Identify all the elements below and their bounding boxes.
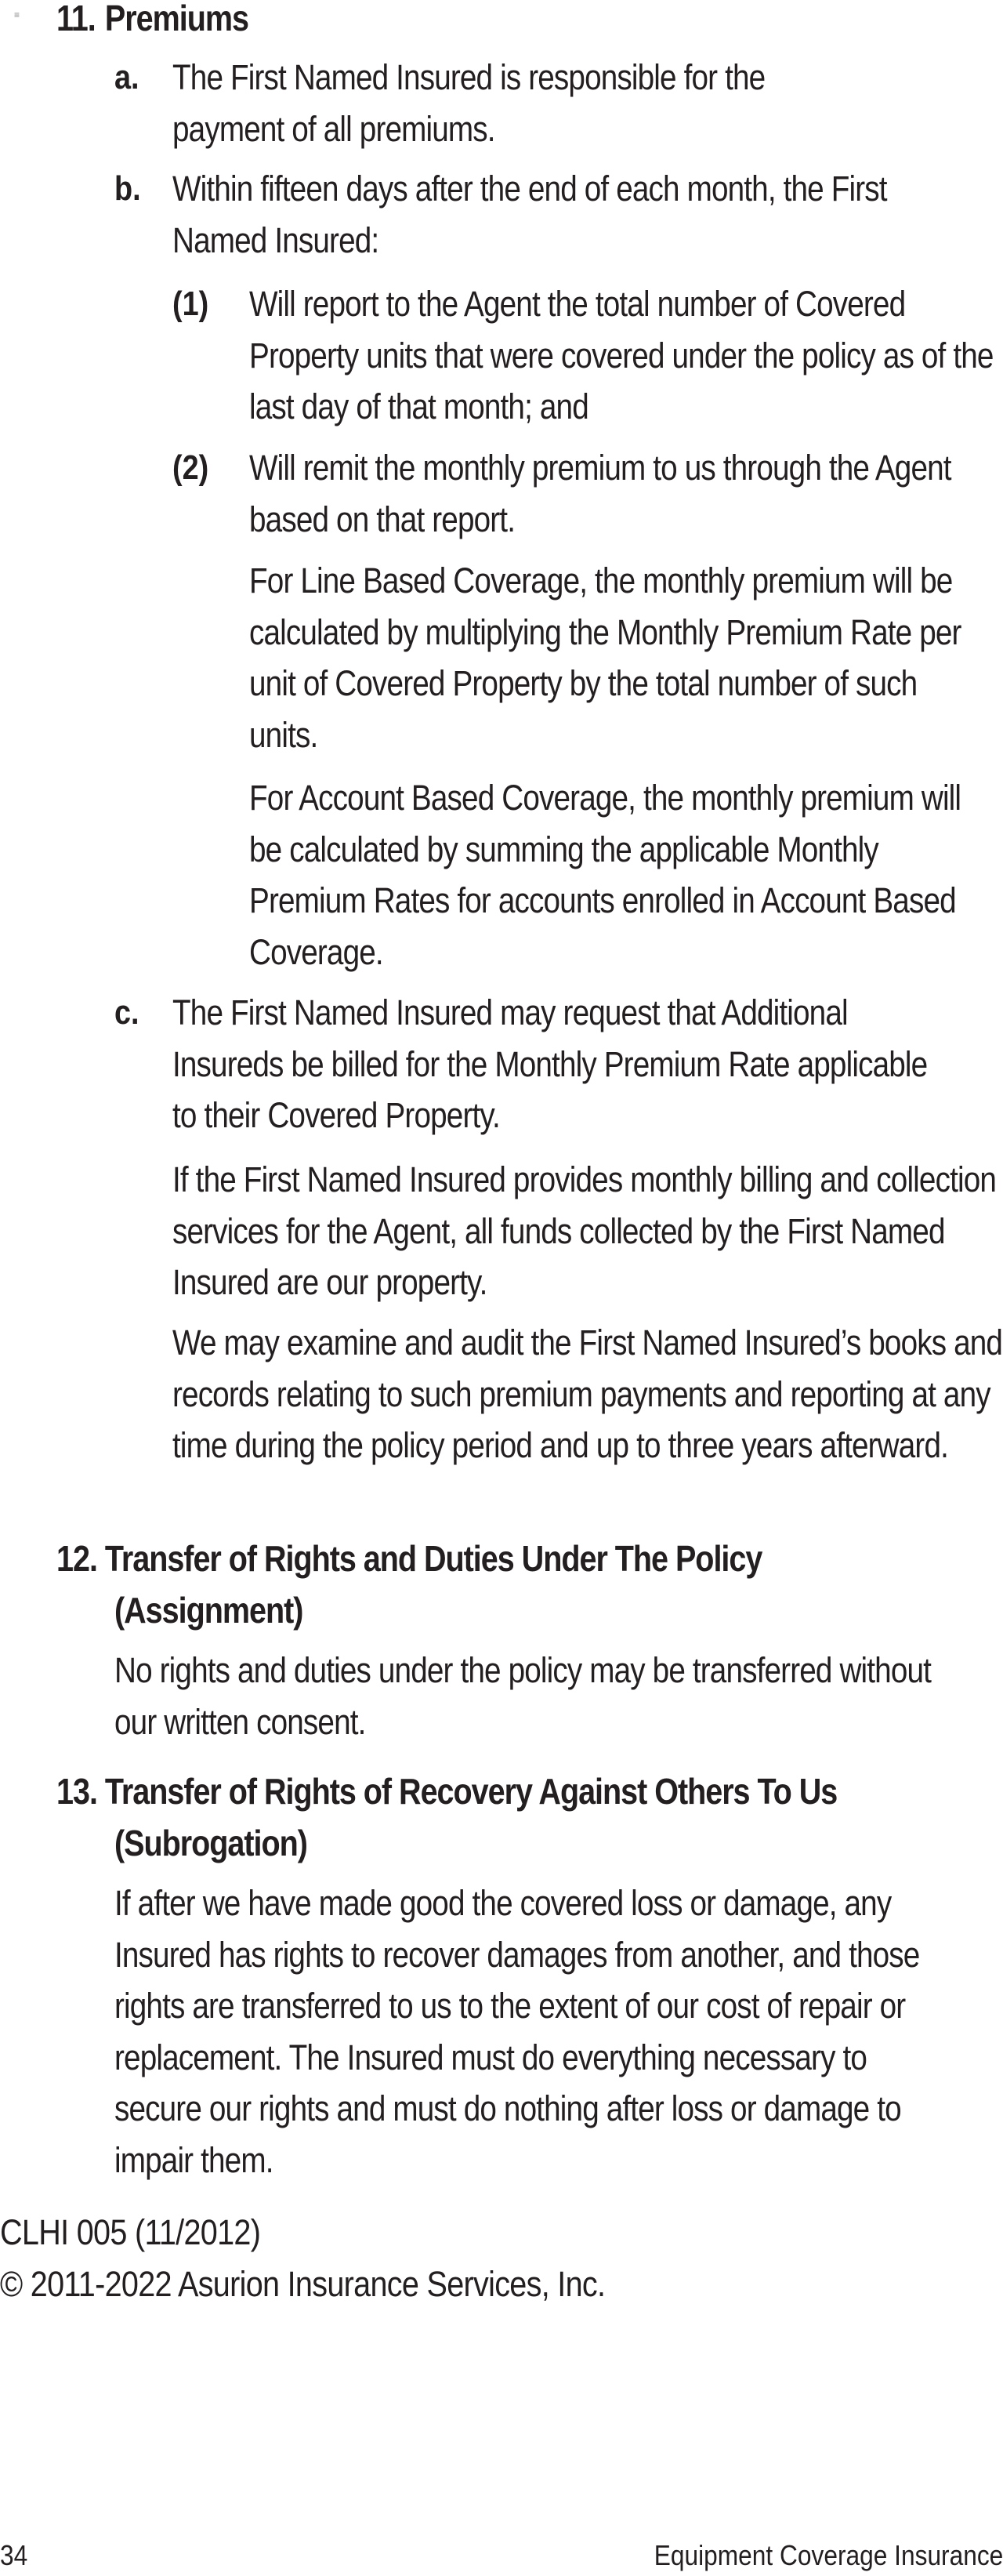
- document-title: Equipment Coverage Insurance: [654, 2539, 1003, 2571]
- section-12-number: 12.: [56, 1538, 97, 1579]
- item-b-text: Within fifteen days after the end of each month, the First Named Insured:: [172, 169, 887, 260]
- section-11-heading: [56, 0, 248, 44]
- section-13-text: If after we have made good the covered loss or damage, any Insured has rights to recover damages from another, and those rights are transferred to us to the extent of our cost of repair or replacement. The Insured must do everything necessary to secure our rights and must do nothing after loss or damage to impair them.: [114, 1883, 920, 2180]
- section-marker: ≡: [14, 9, 20, 20]
- item-c-label: c.: [114, 993, 139, 1032]
- account-based-coverage-paragraph: For Account Based Coverage, the monthly premium will be calculated by summing the applicable Monthly Premium Rates for accounts enrolled in Account Based Coverage.: [249, 778, 961, 972]
- section-13-heading: [56, 1765, 932, 1817]
- item-b1-label: (1): [172, 285, 209, 323]
- audit-paragraph: We may examine and audit the First Named Insured’s books and records relating to such premium payments and reporting at any time during the policy period and up to three years afterward.: [172, 1322, 1003, 1465]
- item-b-label: b.: [114, 169, 141, 208]
- line-based-coverage-paragraph: For Line Based Coverage, the monthly premium will be calculated by multiplying the Monthly Premium Rate per unit of Covered Property by the total number of such units.: [249, 561, 961, 755]
- section-11-number: 11.: [56, 0, 96, 38]
- item-b1-text: Will report to the Agent the total number of Covered Property units that were covered under the policy as of the last day of that month; and: [249, 284, 994, 426]
- section-13-number: 13.: [56, 1771, 97, 1812]
- item-a-text: The First Named Insured is responsible for the payment of all premiums.: [172, 57, 766, 149]
- section-12-text: No rights and duties under the policy may be transferred without our written consent.: [114, 1650, 932, 1742]
- form-code: CLHI 005 (11/2012): [0, 2212, 261, 2252]
- section-13-title-line2: (Subrogation): [114, 1823, 307, 1863]
- section-12-title-line1: Transfer of Rights and Duties Under The Policy: [104, 1538, 762, 1579]
- section-11-title: Premiums: [104, 0, 248, 38]
- billing-services-paragraph: If the First Named Insured provides monthly billing and collection services for the Agent, all funds collected by the First Named Insured are our property.: [172, 1159, 997, 1302]
- copyright: © 2011-2022 Asurion Insurance Services, Inc.: [0, 2264, 606, 2304]
- section-12-title-line2: (Assignment): [114, 1590, 303, 1631]
- section-12-heading: [56, 1533, 932, 1584]
- item-a-label: a.: [114, 58, 139, 96]
- page-number: 34: [0, 2539, 28, 2571]
- item-c-text: The First Named Insured may request that Additional Insureds be billed for the Monthly Premium Rate applicable to their Covered Property.: [172, 992, 928, 1135]
- item-b2-label: (2): [172, 448, 209, 487]
- item-b2-text: Will remit the monthly premium to us through the Agent based on that report.: [249, 448, 951, 539]
- section-13-title-line1: Transfer of Rights of Recovery Against Others To Us: [104, 1771, 838, 1812]
